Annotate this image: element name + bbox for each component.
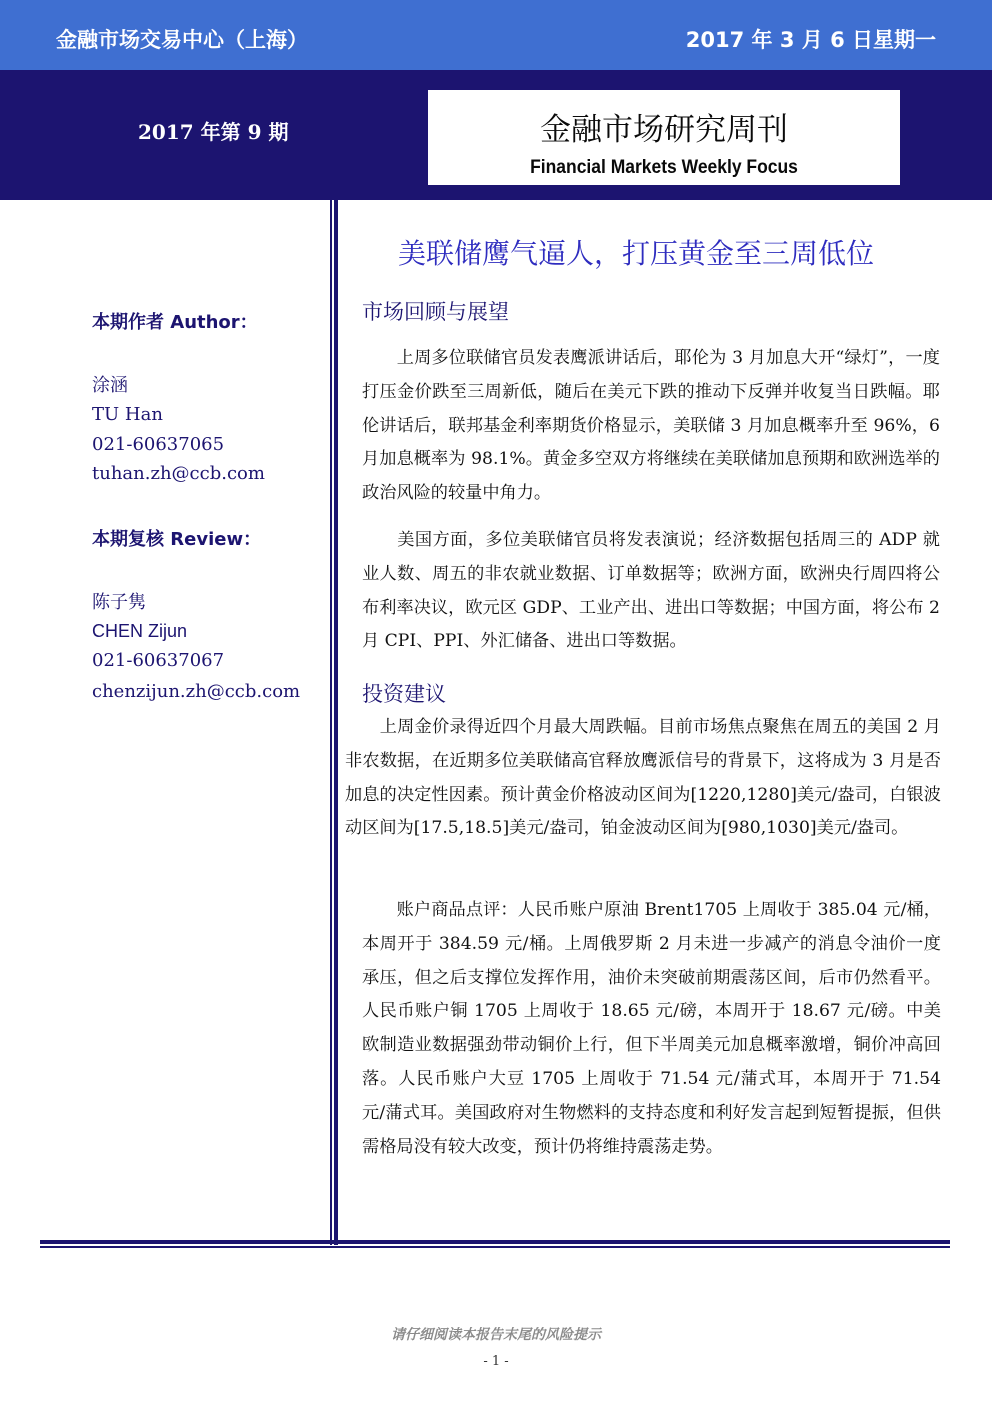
reviewer-name-en: CHEN Zijun [92,621,188,641]
risk-notice: 请仔细阅读本报告末尾的风险提示 [391,1327,601,1343]
paragraph: 上周金价录得近四个月最大周跌幅。目前市场焦点聚焦在周五的美国 2 月非农数据，在近期多位美联储高官释放鹰派信号的背景下，这将成为 3 月是否加息的决定性因素。预计黄金价格波动区间为[1220,1280]美元/盎司，白银波动区间为[17.5,18.5]美元/盎司，铂金波动区间为[980,1030]美元/盎司。 [345,717,941,839]
reviewer-name-cn: 陈子隽 [92,592,146,613]
paragraph: 上周多位联储官员发表鹰派讲话后，耶伦为 3 月加息大开“绿灯”，一度打压金价跌至三周新低，随后在美元下跌的推动下反弹并收复当日跌幅。耶伦讲话后，联邦基金利率期货价格显示，美联储 3 月加息概率升至 96%，6 月加息概率为 98.1%。黄金多空双方将继续在美联储加息预期和欧洲选举的政治风险的较量中角力。 [362,348,940,504]
publication-title-en: Financial Markets Weekly Focus [530,157,798,178]
author-name-en: TU Han [92,404,163,425]
masthead [0,70,992,200]
organization-name: 金融市场交易中心（上海） [56,28,308,52]
issue-number: 2017 年第 9 期 [138,120,289,144]
publication-title-box [428,90,900,185]
author-email[interactable]: tuhan.zh@ccb.com [92,463,265,484]
column-divider-thick [334,200,338,1245]
author-label: 本期作者 Author： [92,312,258,333]
section-title-investment-advice: 投资建议 [362,682,446,706]
author-phone: 021-60637065 [92,434,225,455]
top-banner [0,0,992,70]
publication-date: 2017 年 3 月 6 日星期一 [685,28,936,52]
bottom-rule [40,1240,950,1244]
bottom-rule-thin [40,1246,950,1248]
article-headline: 美联储鹰气逼人，打压黄金至三周低位 [398,237,875,270]
section-title-market-review: 市场回顾与展望 [362,300,509,324]
paragraph: 账户商品点评：人民币账户原油 Brent1705 上周收于 385.04 元/桶，本周开于 384.59 元/桶。上周俄罗斯 2 月未进一步减产的消息令油价一度承压，但之后支撑位发挥作用，油价未突破前期震荡区间，后市仍然看平。人民币账户铜 1705 上周收于 18.65 元/磅，本周开于 18.67 元/磅。中美欧制造业数据强劲带动铜价上行，但下半周美元加息概率激增，铜价冲高回落。人民币账户大豆 1705 上周收于 71.54 元/蒲式耳，本周开于 71.54 元/蒲式耳。美国政府对生物燃料的支持态度和利好发言起到短暂提振，但供需格局没有较大改变，预计仍将维持震荡走势。 [362,900,941,1157]
reviewer-phone: 021-60637067 [92,650,225,671]
publication-title-cn: 金融市场研究周刊 [540,112,788,148]
author-name-cn: 涂涵 [92,375,128,396]
reviewer-email[interactable]: chenzijun.zh@ccb.com [92,681,301,702]
reviewer-label: 本期复核 Review： [92,529,262,550]
paragraph: 美国方面，多位美联储官员将发表演说；经济数据包括周三的 ADP 就业人数、周五的非农就业数据、订单数据等；欧洲方面，欧洲央行周四将公布利率决议，欧元区 GDP、工业产出、进出口等数据；中国方面，将公布 2 月 CPI、PPI、外汇储备、进出口等数据。 [362,530,940,652]
column-divider [330,200,332,1245]
page-number: - 1 - [483,1354,509,1369]
